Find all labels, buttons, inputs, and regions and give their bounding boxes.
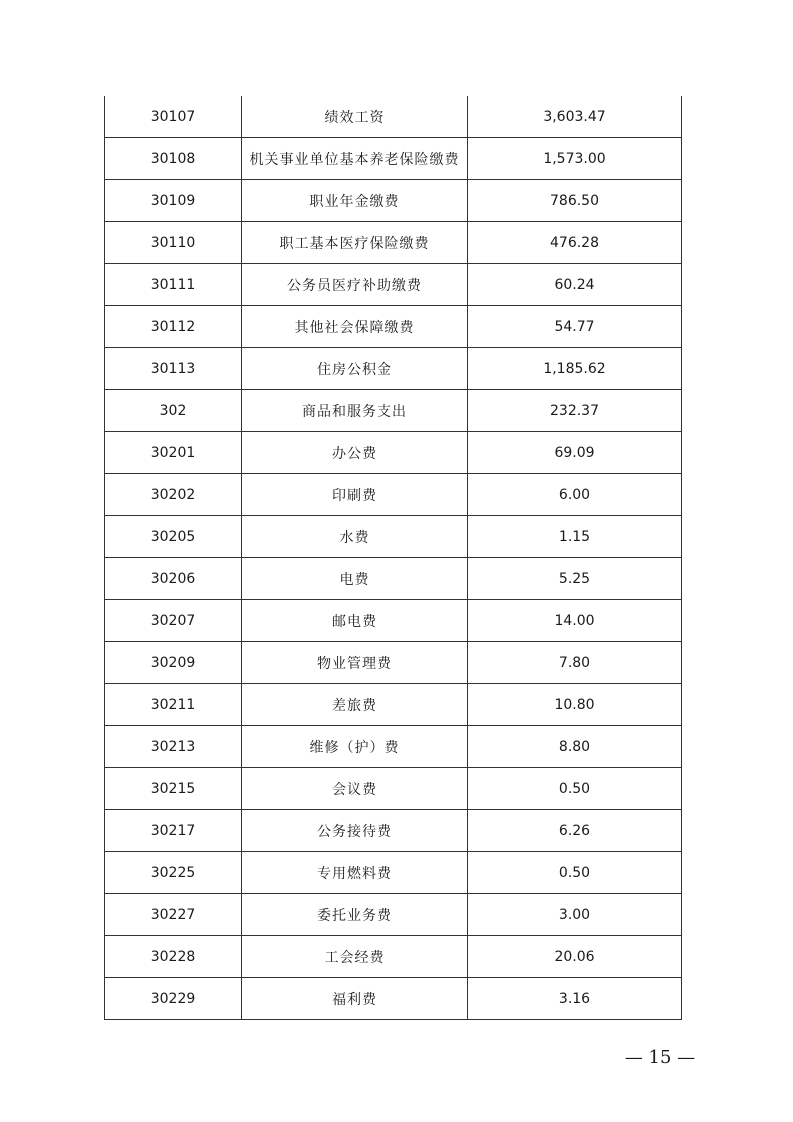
cell-code: 30215 — [105, 768, 242, 810]
table-row — [105, 432, 682, 474]
cell-name: 机关事业单位基本养老保险缴费 — [242, 138, 468, 180]
cell-name: 邮电费 — [242, 600, 468, 642]
cell-name: 工会经费 — [242, 936, 468, 978]
cell-amount: 3.00 — [468, 894, 682, 936]
cell-code: 30213 — [105, 726, 242, 768]
cell-code: 30107 — [105, 96, 242, 138]
table-row — [105, 768, 682, 810]
cell-name: 电费 — [242, 558, 468, 600]
cell-name: 维修（护）费 — [242, 726, 468, 768]
cell-code: 30229 — [105, 978, 242, 1020]
cell-code: 30211 — [105, 684, 242, 726]
cell-name: 委托业务费 — [242, 894, 468, 936]
cell-amount: 8.80 — [468, 726, 682, 768]
cell-code: 302 — [105, 390, 242, 432]
table-row — [105, 390, 682, 432]
cell-amount: 476.28 — [468, 222, 682, 264]
cell-amount: 6.26 — [468, 810, 682, 852]
cell-code: 30201 — [105, 432, 242, 474]
cell-name: 绩效工资 — [242, 96, 468, 138]
table-row — [105, 600, 682, 642]
cell-name: 公务接待费 — [242, 810, 468, 852]
cell-amount: 10.80 — [468, 684, 682, 726]
table-row — [105, 264, 682, 306]
cell-code: 30206 — [105, 558, 242, 600]
budget-table — [104, 96, 682, 1020]
cell-name: 职工基本医疗保险缴费 — [242, 222, 468, 264]
table-row — [105, 726, 682, 768]
cell-amount: 786.50 — [468, 180, 682, 222]
table-row — [105, 558, 682, 600]
cell-amount: 232.37 — [468, 390, 682, 432]
cell-code: 30205 — [105, 516, 242, 558]
cell-amount: 60.24 — [468, 264, 682, 306]
cell-code: 30225 — [105, 852, 242, 894]
cell-code: 30112 — [105, 306, 242, 348]
cell-name: 职业年金缴费 — [242, 180, 468, 222]
cell-amount: 6.00 — [468, 474, 682, 516]
cell-code: 30209 — [105, 642, 242, 684]
cell-amount: 1.15 — [468, 516, 682, 558]
cell-code: 30228 — [105, 936, 242, 978]
cell-name: 福利费 — [242, 978, 468, 1020]
cell-code: 30110 — [105, 222, 242, 264]
cell-name: 水费 — [242, 516, 468, 558]
cell-amount: 0.50 — [468, 852, 682, 894]
cell-code: 30111 — [105, 264, 242, 306]
cell-amount: 54.77 — [468, 306, 682, 348]
cell-name: 印刷费 — [242, 474, 468, 516]
page-number: — 15 — — [624, 1047, 696, 1068]
cell-code: 30202 — [105, 474, 242, 516]
table-row — [105, 222, 682, 264]
cell-name: 办公费 — [242, 432, 468, 474]
cell-amount: 20.06 — [468, 936, 682, 978]
cell-amount: 0.50 — [468, 768, 682, 810]
cell-code: 30217 — [105, 810, 242, 852]
cell-amount: 14.00 — [468, 600, 682, 642]
table-row — [105, 180, 682, 222]
table-row — [105, 894, 682, 936]
table-row — [105, 474, 682, 516]
cell-amount: 69.09 — [468, 432, 682, 474]
cell-amount: 3,603.47 — [468, 96, 682, 138]
cell-code: 30113 — [105, 348, 242, 390]
cell-code: 30207 — [105, 600, 242, 642]
table-row — [105, 642, 682, 684]
cell-code: 30109 — [105, 180, 242, 222]
cell-name: 住房公积金 — [242, 348, 468, 390]
cell-name: 会议费 — [242, 768, 468, 810]
table-body — [105, 96, 682, 1020]
table-row — [105, 936, 682, 978]
table-row — [105, 684, 682, 726]
table-row — [105, 306, 682, 348]
table-row — [105, 516, 682, 558]
table-row — [105, 852, 682, 894]
table-row — [105, 138, 682, 180]
cell-amount: 5.25 — [468, 558, 682, 600]
cell-name: 差旅费 — [242, 684, 468, 726]
cell-name: 专用燃料费 — [242, 852, 468, 894]
cell-code: 30108 — [105, 138, 242, 180]
cell-amount: 1,573.00 — [468, 138, 682, 180]
table-row — [105, 96, 682, 138]
cell-name: 商品和服务支出 — [242, 390, 468, 432]
cell-amount: 3.16 — [468, 978, 682, 1020]
cell-name: 其他社会保障缴费 — [242, 306, 468, 348]
cell-amount: 7.80 — [468, 642, 682, 684]
cell-amount: 1,185.62 — [468, 348, 682, 390]
cell-name: 物业管理费 — [242, 642, 468, 684]
cell-name: 公务员医疗补助缴费 — [242, 264, 468, 306]
cell-code: 30227 — [105, 894, 242, 936]
table-row — [105, 348, 682, 390]
table-row — [105, 978, 682, 1020]
table-row — [105, 810, 682, 852]
